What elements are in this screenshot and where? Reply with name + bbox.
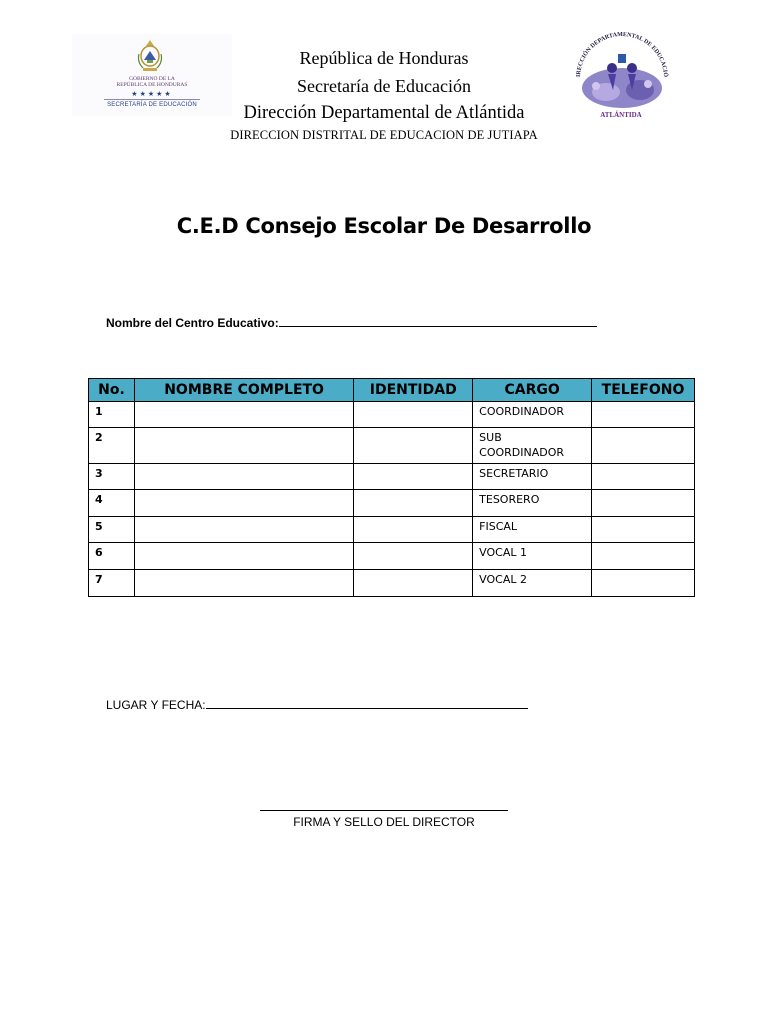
atlantida-logo: [566, 26, 676, 126]
atlantida-label: ATLÁNTIDA: [600, 111, 642, 119]
place-date-field[interactable]: [106, 696, 528, 712]
table-row: [89, 464, 695, 490]
identidad-cell[interactable]: [354, 490, 473, 517]
table-row: [89, 490, 695, 517]
table-row: [89, 428, 695, 464]
header-country: República de Honduras: [299, 48, 469, 68]
school-name-label: Nombre del Centro Educativo:: [106, 316, 279, 330]
signature-block: [260, 798, 508, 829]
identidad-cell[interactable]: [354, 464, 473, 490]
nombre-cell[interactable]: [134, 517, 353, 543]
logo-line-1: GOBIERNO DE LA: [129, 76, 175, 82]
identidad-cell[interactable]: [354, 428, 473, 464]
col-header-cargo: CARGO: [473, 379, 592, 402]
row-number: 4: [89, 490, 135, 517]
school-name-line[interactable]: [279, 314, 597, 327]
identidad-cell[interactable]: [354, 517, 473, 543]
signature-label: FIRMA Y SELLO DEL DIRECTOR: [293, 815, 475, 829]
identidad-cell[interactable]: [354, 402, 473, 428]
nombre-cell[interactable]: [134, 570, 353, 597]
stars-icon: ★★★★★: [131, 91, 173, 98]
cargo-cell: COORDINADOR: [473, 402, 592, 428]
row-number: 5: [89, 517, 135, 543]
cargo-cell: SUB COORDINADOR: [473, 428, 592, 464]
header-ministry: Secretaría de Educación: [297, 76, 471, 96]
cargo-cell: FISCAL: [473, 517, 592, 543]
cargo-cell: SECRETARIO: [473, 464, 592, 490]
nombre-cell[interactable]: [134, 402, 353, 428]
document-header: [200, 44, 568, 144]
table-row: [89, 517, 695, 543]
nombre-cell[interactable]: [134, 543, 353, 570]
telefono-cell[interactable]: [592, 428, 695, 464]
coat-of-arms-icon: [135, 38, 165, 74]
cargo-cell: VOCAL 2: [473, 570, 592, 597]
nombre-cell[interactable]: [134, 490, 353, 517]
col-header-nombre: NOMBRE COMPLETO: [134, 379, 353, 402]
cargo-cell: VOCAL 1: [473, 543, 592, 570]
logo-divider: [104, 99, 200, 100]
school-name-field[interactable]: [106, 314, 597, 330]
logo-line-2: REPÚBLICA DE HONDURAS: [116, 82, 188, 88]
logo-arc-text: IRECCIÓN DEPARTAMENTAL DE EDUCACIÓ: [575, 31, 669, 78]
col-header-no: No.: [89, 379, 135, 402]
col-header-identidad: IDENTIDAD: [354, 379, 473, 402]
page-title: C.E.D Consejo Escolar De Desarrollo: [176, 214, 592, 238]
table-row: [89, 543, 695, 570]
members-table: [88, 378, 695, 597]
place-date-label: LUGAR Y FECHA:: [106, 698, 206, 712]
telefono-cell[interactable]: [592, 517, 695, 543]
row-number: 2: [89, 428, 135, 464]
identidad-cell[interactable]: [354, 570, 473, 597]
identidad-cell[interactable]: [354, 543, 473, 570]
table-row: [89, 402, 695, 428]
cargo-cell: TESORERO: [473, 490, 592, 517]
telefono-cell[interactable]: [592, 543, 695, 570]
telefono-cell[interactable]: [592, 570, 695, 597]
telefono-cell[interactable]: [592, 464, 695, 490]
row-number: 3: [89, 464, 135, 490]
table-row: [89, 570, 695, 597]
col-header-telefono: TELEFONO: [592, 379, 695, 402]
row-number: 1: [89, 402, 135, 428]
table-header-row: [89, 379, 695, 402]
telefono-cell[interactable]: [592, 490, 695, 517]
row-number: 7: [89, 570, 135, 597]
row-number: 6: [89, 543, 135, 570]
place-date-line[interactable]: [206, 696, 528, 709]
nombre-cell[interactable]: [134, 428, 353, 464]
telefono-cell[interactable]: [592, 402, 695, 428]
nombre-cell[interactable]: [134, 464, 353, 490]
header-district: DIRECCION DISTRITAL DE EDUCACION DE JUTIAPA: [230, 128, 538, 142]
logo-subtitle: SECRETARÍA DE EDUCACIÓN: [107, 102, 197, 108]
signature-line[interactable]: [260, 810, 508, 811]
header-department: Dirección Departamental de Atlántida: [243, 103, 525, 123]
